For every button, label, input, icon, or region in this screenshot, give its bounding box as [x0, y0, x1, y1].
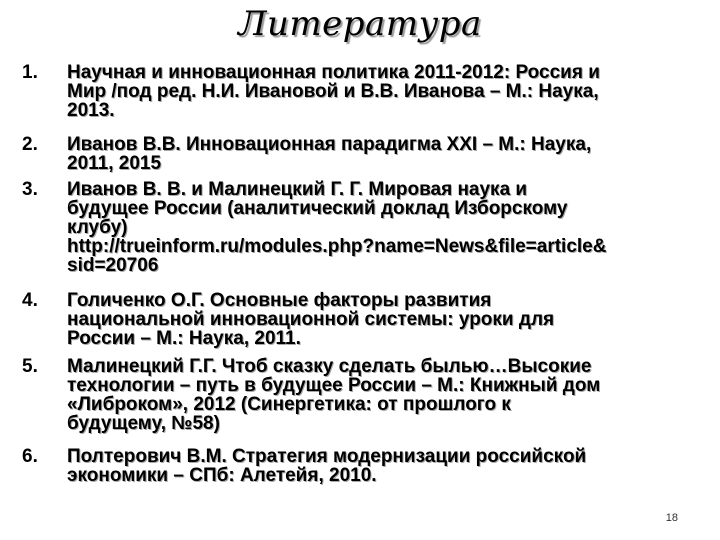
- reference-line: будущему, №58): [67, 413, 220, 434]
- reference-text: [67, 291, 700, 348]
- slide-page-number: 18: [665, 512, 678, 524]
- reference-number: 2.: [22, 134, 38, 155]
- reference-line: Мир /под ред. Н.И. Ивановой и В.В. Иванова – М.: Наука,: [67, 81, 599, 102]
- reference-line: клубу): [67, 217, 128, 238]
- reference-number: 1.: [22, 62, 38, 83]
- reference-line: экономики – СПб: Алетейя, 2010.: [67, 465, 377, 486]
- reference-number: 5.: [22, 356, 38, 377]
- reference-line: 2013.: [67, 100, 115, 121]
- reference-text: [67, 180, 700, 275]
- reference-line: Малинецкий Г.Г. Чтоб сказку сделать былью…Высокие: [67, 356, 592, 377]
- reference-line: технологии – путь в будущее России – М.: Книжный дом: [67, 375, 601, 396]
- slide-title: Литература: [238, 4, 482, 44]
- reference-text: [67, 135, 700, 173]
- reference-line: России – М.: Наука, 2011.: [67, 328, 301, 349]
- reference-link[interactable]: sid=20706: [67, 255, 159, 276]
- reference-line: будущее России (аналитический доклад Изборскому: [67, 198, 568, 219]
- reference-number: 3.: [22, 179, 38, 200]
- reference-number: 4.: [22, 290, 38, 311]
- reference-number: 6.: [22, 446, 38, 467]
- reference-text: [67, 63, 700, 120]
- reference-text: [67, 447, 700, 485]
- reference-line: Научная и инновационная политика 2011-2012: Россия и: [67, 62, 600, 83]
- reference-text: [67, 357, 700, 433]
- reference-link[interactable]: http://trueinform.ru/modules.php?name=News&file=article&: [67, 236, 607, 257]
- reference-line: Иванов В. В. и Малинецкий Г. Г. Мировая наука и: [67, 179, 528, 200]
- reference-line: Полтерович В.М. Стратегия модернизации российской: [67, 446, 587, 467]
- reference-line: 2011, 2015: [67, 153, 162, 174]
- reference-line: Голиченко О.Г. Основные факторы развития: [67, 290, 492, 311]
- reference-line: Иванов В.В. Инновационная парадигма XXI – М.: Наука,: [67, 134, 592, 155]
- reference-line: национальной инновационной системы: уроки для: [67, 309, 555, 330]
- reference-line: «Либроком», 2012 (Синергетика: от прошлого к: [67, 394, 511, 415]
